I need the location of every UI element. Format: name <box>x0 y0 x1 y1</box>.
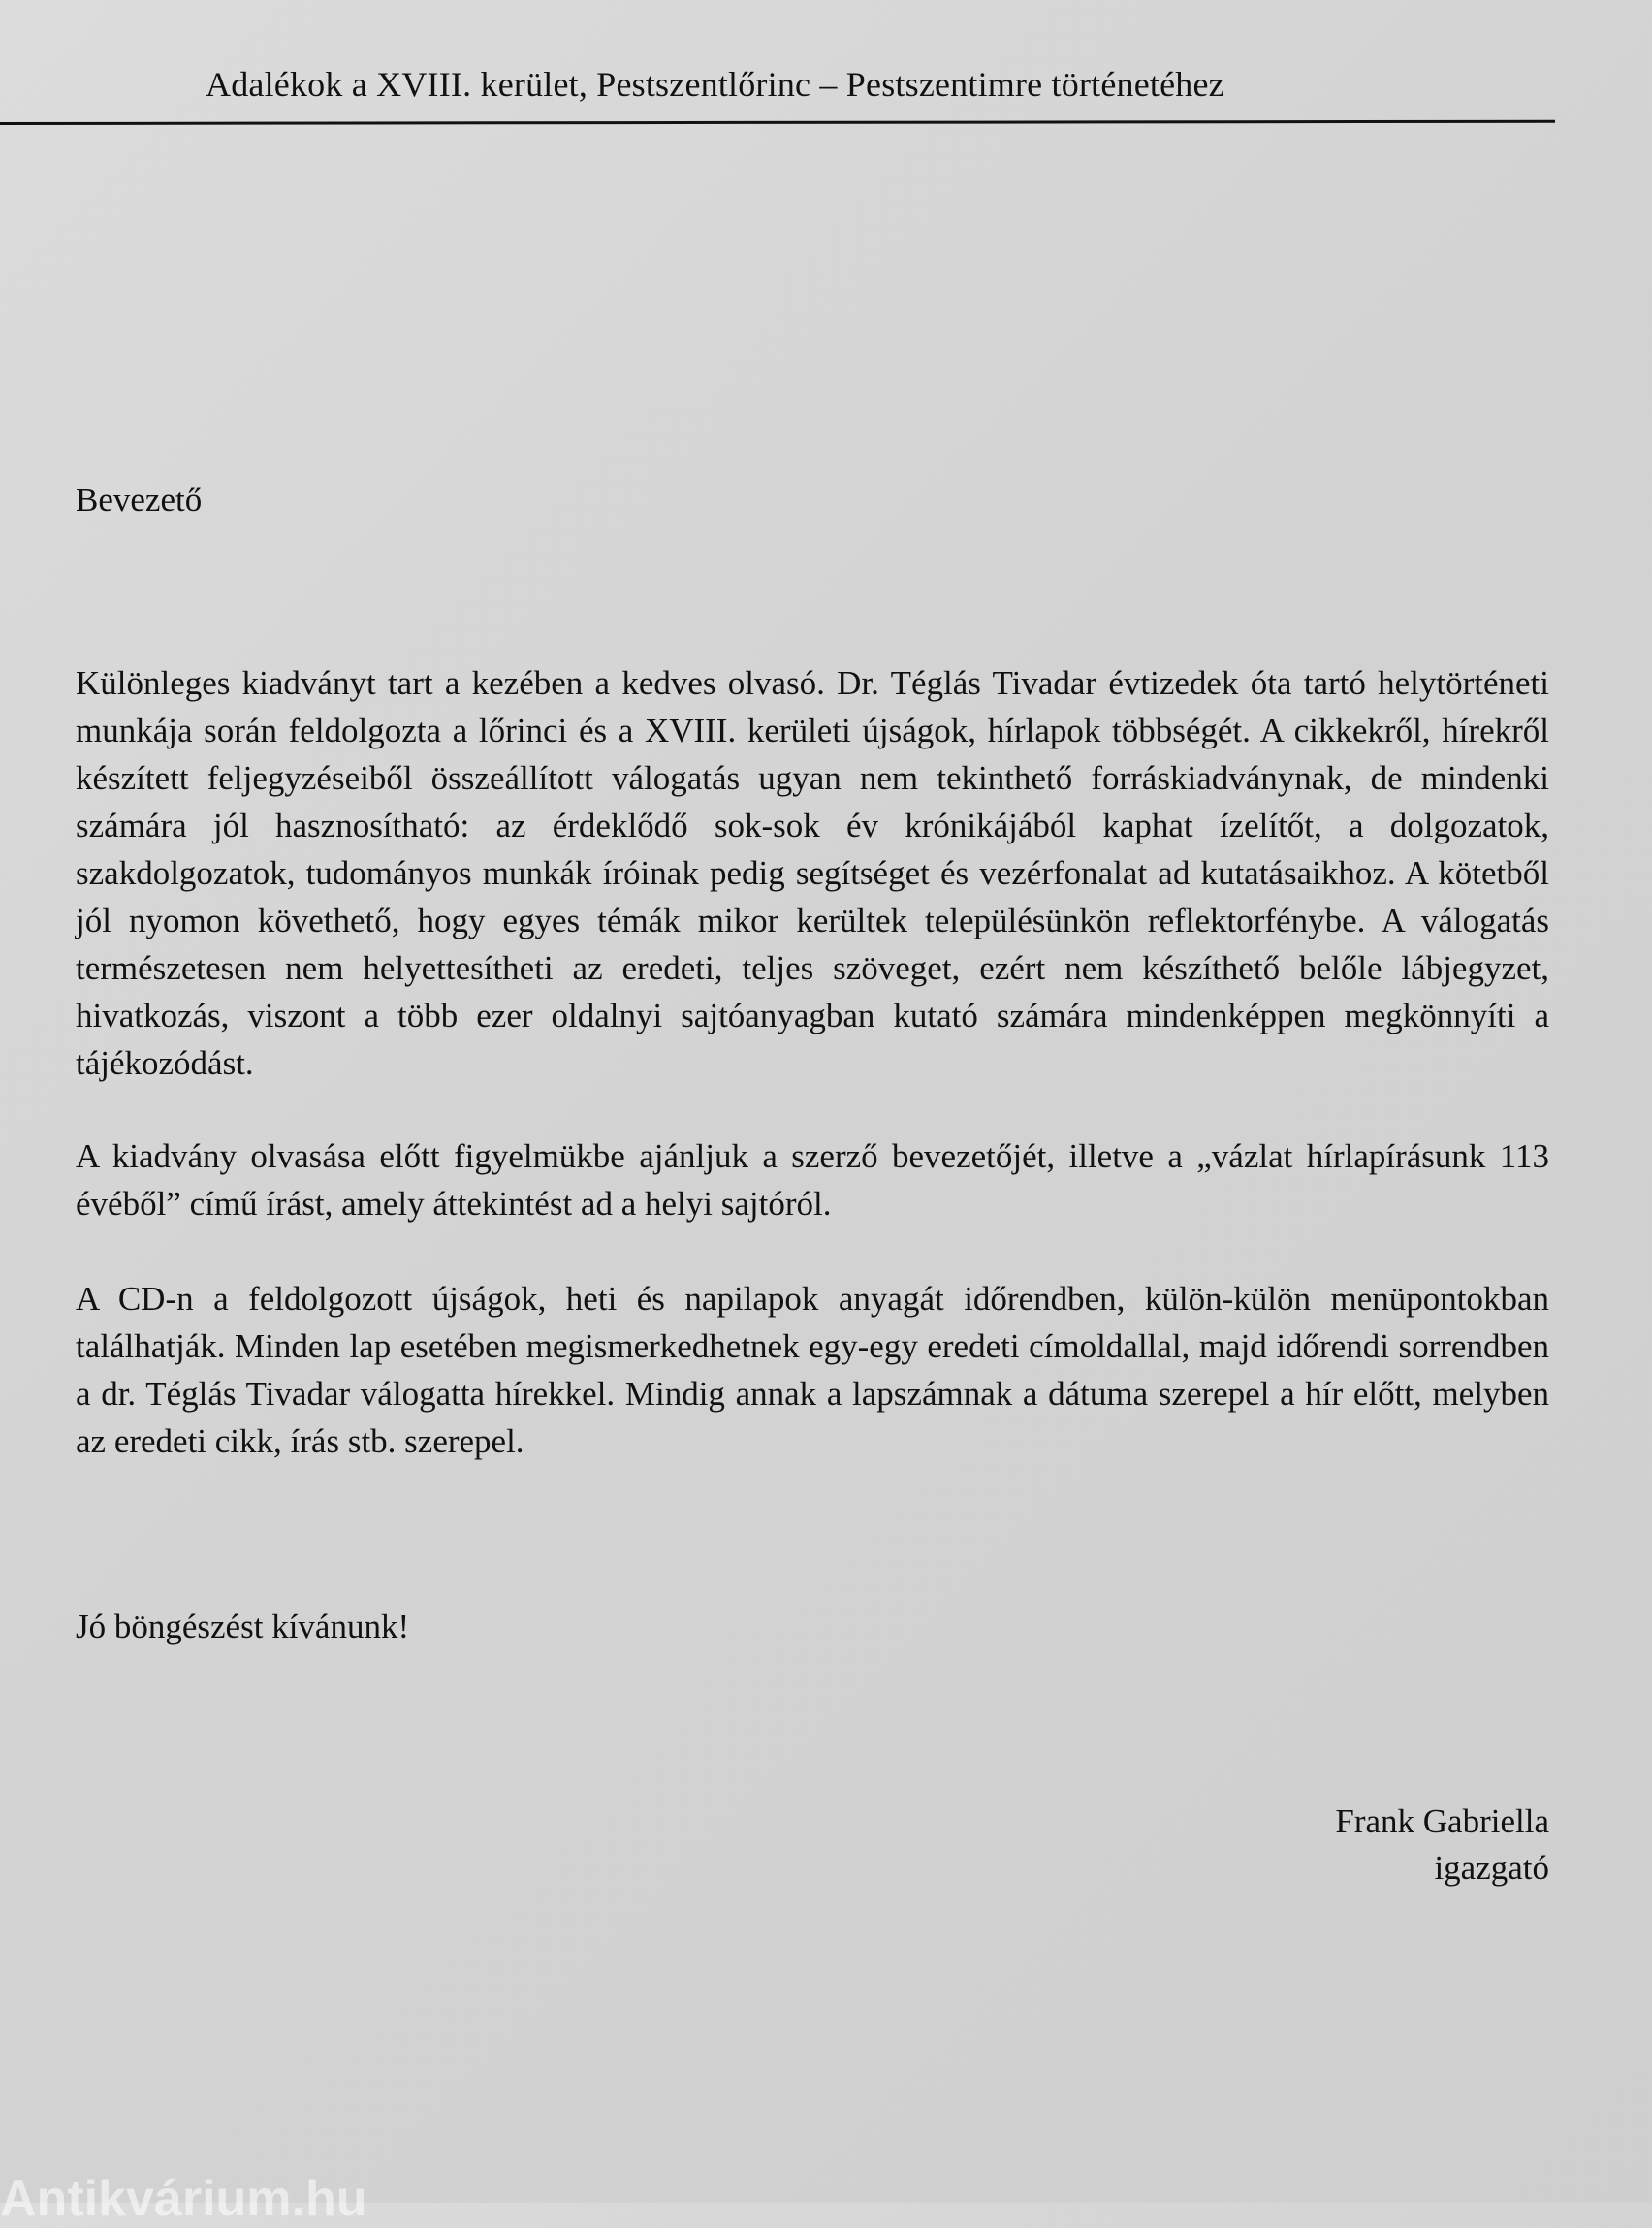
running-header: Adalékok a XVIII. kerület, Pestszentlőrinc – Pestszentimre történetéhez <box>206 65 1224 104</box>
watermark: Antikvárium.hu <box>0 2171 367 2227</box>
body-paragraph-3: A CD-n a feldolgozott újságok, heti és napilapok anyagát időrendben, külön-külön menüpontokban találhatják. Minden lap esetében megismerkedhetnek egy-egy eredeti címoldallal, majd időrendi sorrendben a dr. Téglás Tivadar válogatta hírekkel. Mindig annak a lapszámnak a dátuma szerepel a hír előtt, melyben az eredeti cikk, írás stb. szerepel. <box>76 1280 1549 1460</box>
body-paragraph-2: A kiadvány olvasása előtt figyelmükbe ajánljuk a szerző bevezetőjét, illetve a „vázlat hírlapírásunk 113 évéből” című írást, amely áttekintést ad a helyi sajtóról. <box>76 1137 1549 1223</box>
section-title: Bevezető <box>76 481 203 519</box>
header-rule <box>0 120 1555 125</box>
signature-role: igazgató <box>1434 1849 1549 1887</box>
signature-name: Frank Gabriella <box>1335 1802 1549 1840</box>
signature-block <box>1335 1798 1549 1892</box>
closing-line: Jó böngészést kívánunk! <box>76 1607 410 1645</box>
body-paragraph-1: Különleges kiadványt tart a kezében a kedves olvasó. Dr. Téglás Tivadar évtizedek óta tartó helytörténeti munkája során feldolgozta a lőrinci és a XVIII. kerületi újságok, hírlapok többségét. A cikkekről, hírekről készített feljegyzéseiből összeállított válogatás ugyan nem tekinthető forráskiadványnak, de mindenki számára jól hasznosítható: az érdeklődő sok-sok év krónikájából kaphat ízelítőt, a dolgozatok, szakdolgozatok, tudományos munkák íróinak pedig segítséget és vezérfonalat ad kutatásaikhoz. A kötetből jól nyomon követhető, hogy egyes témák mikor kerültek településünkön reflektorfénybe. A válogatás természetesen nem helyettesítheti az eredeti, teljes szöveget, ezért nem készíthető belőle lábjegyzet, hivatkozás, viszont a több ezer oldalnyi sajtóanyagban kutató számára mindenképpen megkönnyíti a tájékozódást. <box>76 664 1549 1082</box>
